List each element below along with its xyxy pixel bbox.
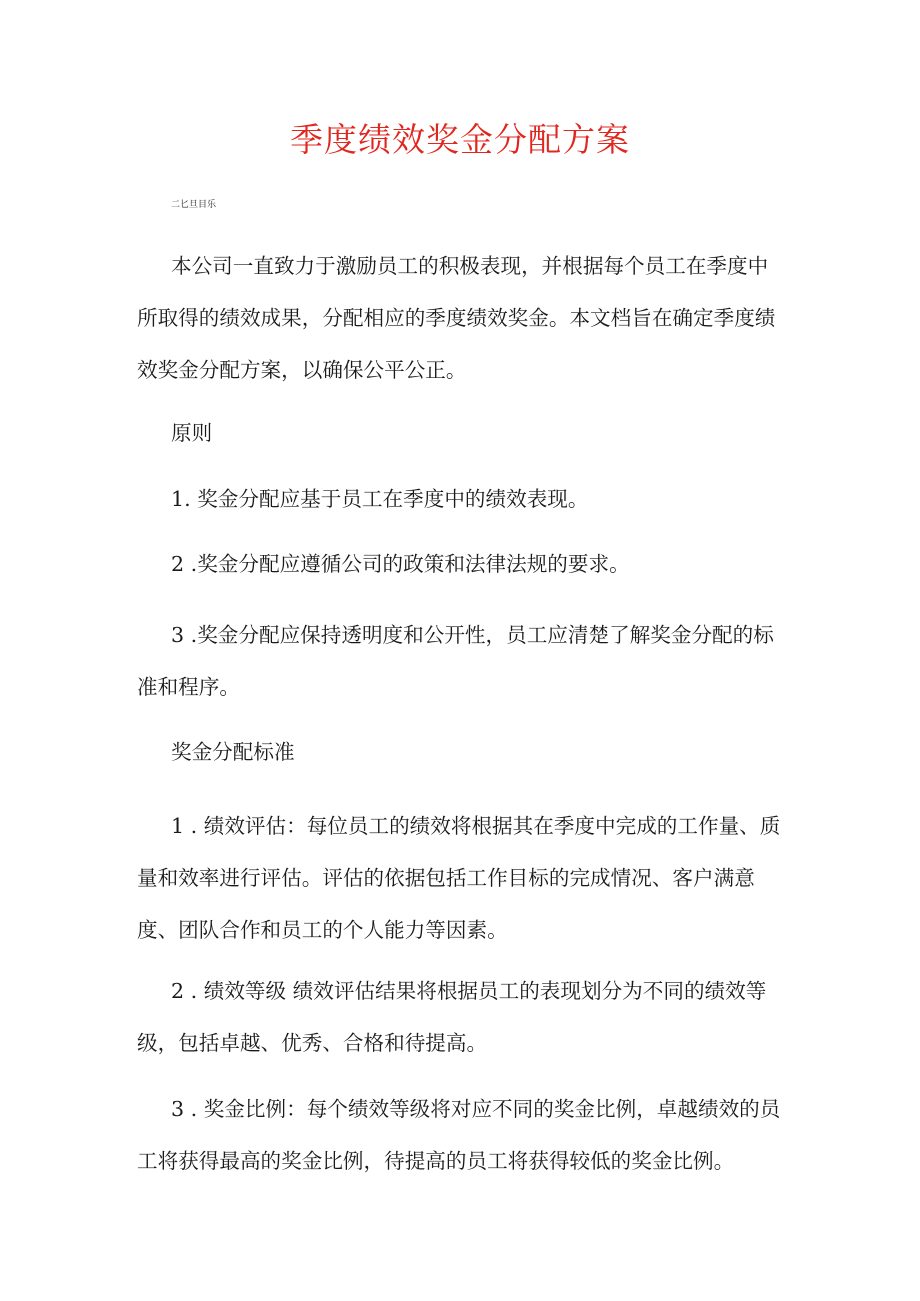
standard-item: 2 . 绩效等级 绩效评估结果将根据员工的表现划分为不同的绩效等级，包括卓越、优秀、合格和待提高。 [137,979,767,1055]
intro-paragraph: 本公司一直致力于激励员工的积极表现，并根据每个员工在季度中所取得的绩效成果，分配相应的季度绩效奖金。本文档旨在确定季度绩效奖金分配方案，以确保公平公正。 [137,254,776,382]
principles-heading: 原则 [171,421,213,445]
document-title: 季度绩效奖金分配方案 [290,120,630,159]
standard-item: 3 . 奖金比例：每个绩效等级将对应不同的奖金比例，卓越绩效的员工将获得最高的奖金比例，待提高的员工将获得较低的奖金比例。 [137,1097,781,1173]
principle-item: 1. 奖金分配应基于员工在季度中的绩效表现。 [171,487,589,511]
standards-heading: 奖金分配标准 [171,740,295,764]
principle-item: 3 .奖金分配应保持透明度和公开性，员工应清楚了解奖金分配的标准和程序。 [137,623,774,699]
meta-note: 二匕旦目乐 [171,200,217,210]
standard-item: 1 . 绩效评估：每位员工的绩效将根据其在季度中完成的工作量、质量和效率进行评估。评估的依据包括工作目标的完成情况、客户满意度、团队合作和员工的个人能力等因素。 [137,814,781,942]
principle-item: 2 .奖金分配应遵循公司的政策和法律法规的要求。 [171,552,630,576]
